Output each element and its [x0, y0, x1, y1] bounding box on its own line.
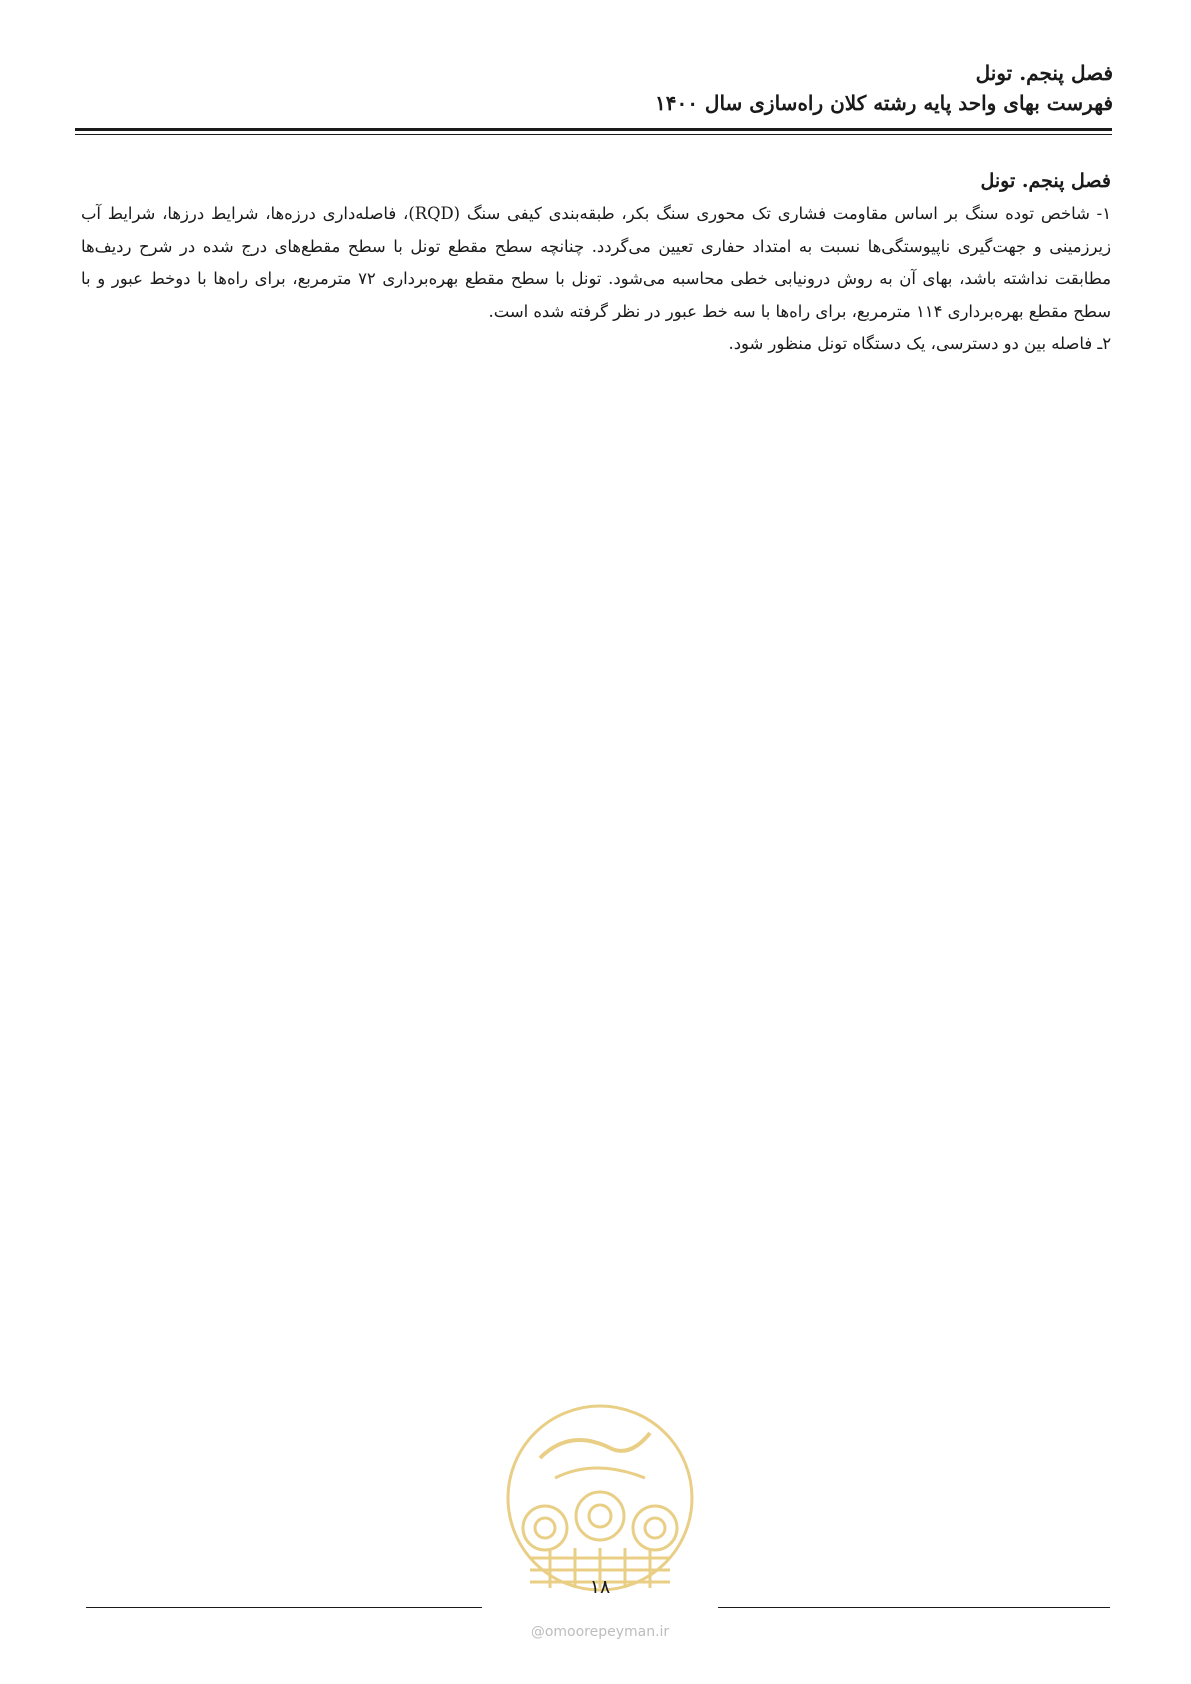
page-number: ۱۸	[589, 1576, 611, 1598]
footer-divider-left	[86, 1607, 482, 1608]
document-title: فهرست بهای واحد پایه رشته کلان راه‌سازی سال ۱۴۰۰	[655, 91, 1113, 115]
chapter-heading: فصل پنجم. تونل	[975, 61, 1113, 85]
section-title: فصل پنجم. تونل	[980, 170, 1111, 192]
main-content	[81, 166, 1111, 361]
site-watermark-text: @omoorepeyman.ir	[530, 1624, 670, 1640]
paragraph-1: ۱- شاخص توده سنگ بر اساس مقاومت فشاری تک محوری سنگ بکر، طبقه‌بندی کیفی سنگ (RQD)، فاصله‌داری درزه‌ها، شرایط درزها، شرایط آب زیرزمینی و جهت‌گیری ناپیوستگی‌ها نسبت به امتداد حفاری تعیین می‌گردد. چنانچه سطح مقطع تونل با سطح مقطع‌های درج شده در شرح ردیف‌ها مطابقت نداشته باشد، بهای آن به روش درونیابی خطی محاسبه می‌شود. تونل با سطح مقطع بهره‌برداری ۷۲ مترمربع، برای راه‌ها با دوخط عبور و با سطح مقطع بهره‌برداری ۱۱۴ مترمربع، برای راه‌ها با سه خط عبور در نظر گرفته شده است.	[81, 204, 1111, 321]
header-divider-thin	[75, 134, 1112, 135]
page-header	[79, 58, 1113, 118]
paragraph-2: ۲ـ فاصله بین دو دسترسی، یک دستگاه تونل منظور شود.	[728, 334, 1111, 353]
footer-divider-right	[718, 1607, 1110, 1608]
header-divider-thick	[75, 128, 1112, 131]
watermark-logo-icon	[500, 1398, 700, 1598]
